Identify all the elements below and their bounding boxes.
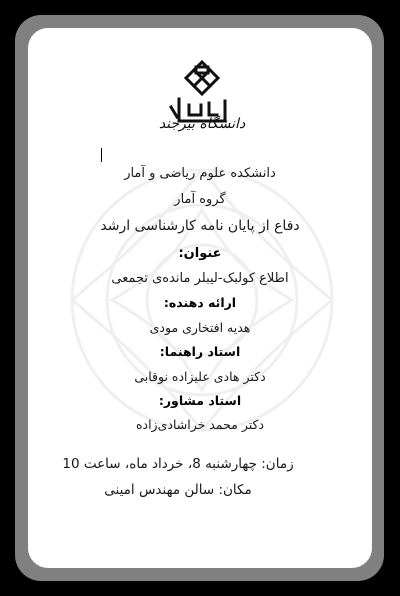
supervisor-label: استاد راهنما: [159, 344, 241, 359]
defense-time: زمان: چهارشنبه 8، خرداد ماه، ساعت 10 [62, 456, 294, 472]
presenter-name: هدیه افتخاری مودی [149, 320, 251, 335]
department-name: گروه آمار [174, 192, 226, 207]
advisor-label: استاد مشاور: [158, 393, 242, 408]
faculty-name: دانشکده علوم ریاضی و آمار [124, 166, 276, 181]
event-title: دفاع از پایان نامه کارشناسی ارشد [100, 218, 300, 234]
thesis-title-value: اطلاع کولبک-لیبلر مانده‌ی تجمعی [111, 271, 289, 286]
supervisor-name: دکتر هادی علیزاده نوقابی [134, 369, 266, 384]
defense-location: مکان: سالن مهندس امینی [104, 482, 252, 498]
presenter-label: ارائه دهنده: [163, 295, 237, 310]
thesis-title-label: عنوان: [178, 246, 222, 261]
logo-caption: دانشگاه بیرجند [158, 116, 246, 132]
text-cursor [101, 148, 102, 162]
advisor-name: دکتر محمد خراشادی‌زاده [135, 417, 265, 432]
